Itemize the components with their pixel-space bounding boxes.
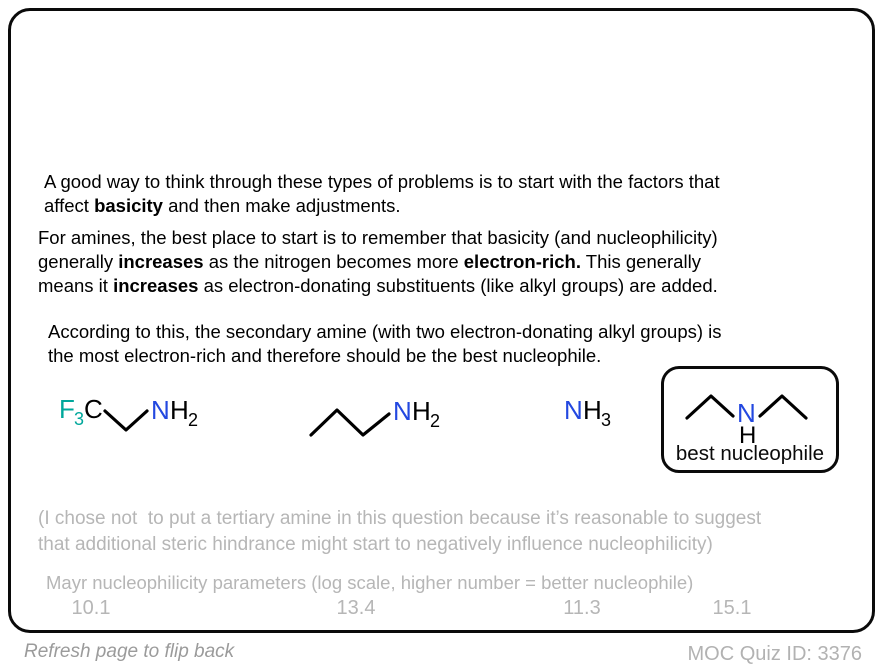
nitrogen-label: N <box>564 395 583 425</box>
molecule-propylamine <box>305 385 455 447</box>
explanation-paragraph-1 <box>44 170 720 218</box>
paragraph-line: A good way to think through these types of problems is to start with the factors that <box>44 171 720 192</box>
hydrogen-label: H <box>739 422 757 449</box>
paragraph-line: According to this, the secondary amine (with two electron-donating alkyl groups) is <box>48 321 722 342</box>
bold-term-basicity: basicity <box>94 195 163 216</box>
molecule-trifluoroethylamine <box>57 385 207 447</box>
bold-term-increases: increases <box>113 275 199 296</box>
hydrogen-label: H <box>583 395 602 425</box>
nitrogen-label: N <box>737 398 756 428</box>
hydrogen-label: H <box>412 396 431 426</box>
molecule-diethylamine <box>665 372 835 449</box>
quiz-card <box>8 8 875 633</box>
structure-drawing <box>305 385 455 447</box>
nitrogen-label: N <box>151 395 170 425</box>
paragraph-line: affect basicity and then make adjustments. <box>44 195 401 216</box>
bond-line <box>687 396 733 418</box>
mayr-value-propylamine: 13.4 <box>336 597 376 619</box>
structure-drawing <box>562 389 632 431</box>
best-nucleophile-box <box>661 366 839 473</box>
aside-note <box>38 506 761 557</box>
hydrogen-label: H <box>170 395 189 425</box>
carbon-label: C <box>84 394 103 424</box>
bond-line <box>760 396 806 418</box>
bond-line <box>311 410 389 435</box>
paragraph-line: generally increases as the nitrogen becomes more electron-rich. This generally <box>38 251 701 272</box>
aside-line: (I chose not to put a tertiary amine in this question because it’s reasonable to suggest <box>38 508 762 529</box>
nitrogen-label: N <box>393 396 412 426</box>
fluorine-label: F <box>59 394 75 424</box>
mayr-value-diethylamine: 15.1 <box>712 597 752 619</box>
best-nucleophile-label: best nucleophile <box>675 442 825 465</box>
hydrogen-subscript: 3 <box>601 410 612 430</box>
mayr-caption: Mayr nucleophilicity parameters (log scale, higher number = better nucleophile) <box>46 572 694 593</box>
mayr-value-trifluoroethylamine: 10.1 <box>71 597 111 619</box>
paragraph-line: the most electron-rich and therefore should be the best nucleophile. <box>48 345 602 366</box>
quiz-id: MOC Quiz ID: 3376 <box>687 643 862 665</box>
aside-line: that additional steric hindrance might start to negatively influence nucleophilicity) <box>38 533 713 555</box>
paragraph-line: means it increases as electron-donating substituents (like alkyl groups) are added. <box>38 275 718 296</box>
explanation-paragraph-2 <box>38 226 718 298</box>
bold-term-electron-rich: electron-rich. <box>463 251 581 272</box>
molecule-ammonia <box>562 389 632 431</box>
structure-drawing <box>57 385 207 447</box>
hydrogen-subscript: 2 <box>430 411 441 431</box>
hydrogen-subscript: 2 <box>188 410 199 430</box>
flip-back-hint: Refresh page to flip back <box>24 641 235 662</box>
fluorine-subscript: 3 <box>74 409 85 429</box>
bold-term-increases: increases <box>118 251 204 272</box>
explanation-paragraph-3 <box>48 320 722 368</box>
mayr-value-ammonia: 11.3 <box>563 597 601 619</box>
bond-line <box>105 411 147 430</box>
paragraph-line: For amines, the best place to start is to remember that basicity (and nucleophilicity) <box>38 227 718 248</box>
